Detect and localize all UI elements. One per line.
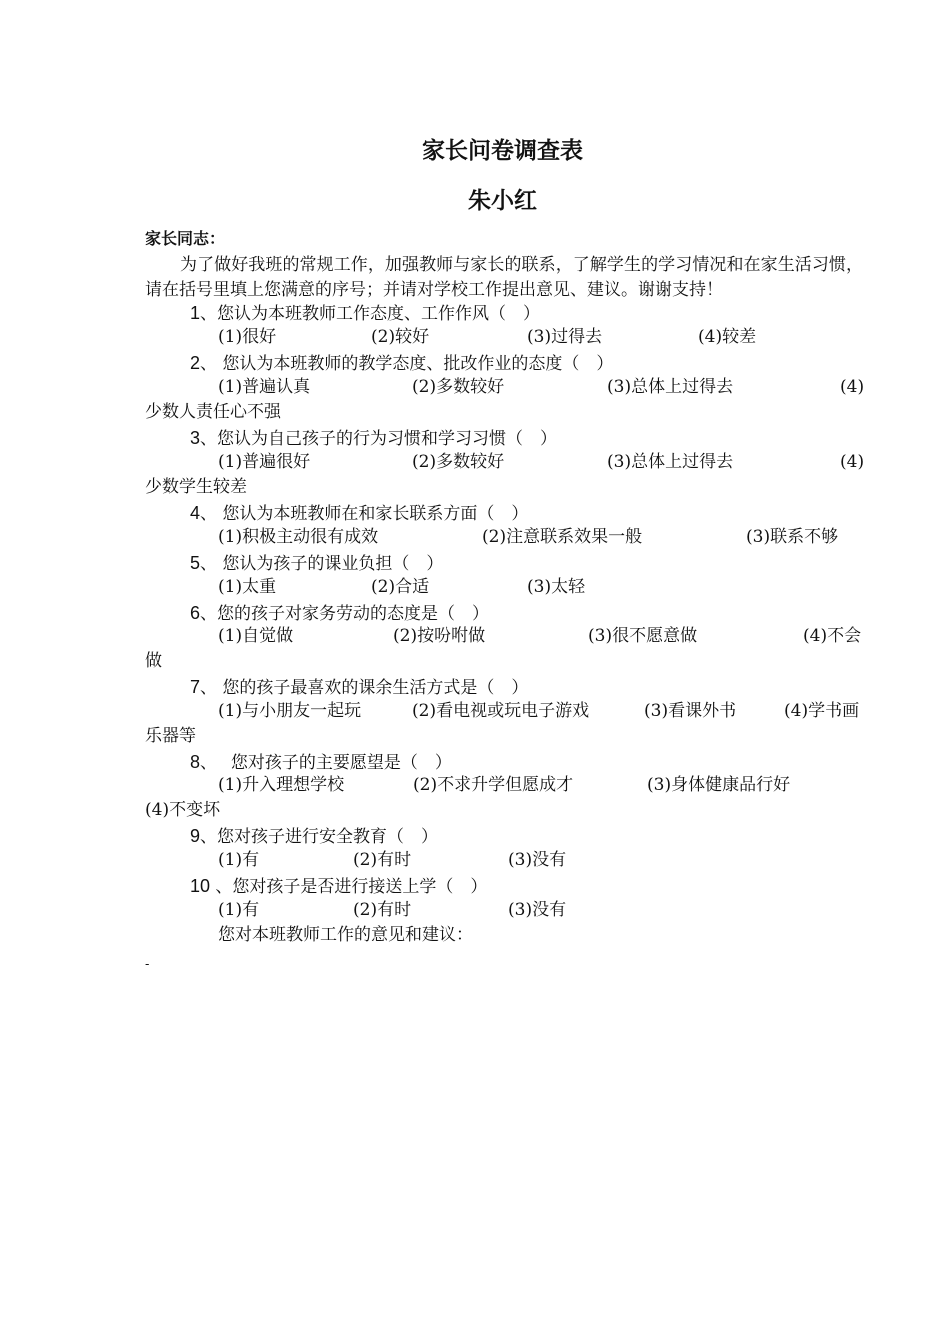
footer-mark: - (145, 957, 150, 972)
question-2 (190, 354, 613, 373)
question-6 (190, 604, 489, 623)
question-4 (190, 504, 528, 523)
option: (4) (840, 377, 865, 397)
question-text: 、您的孩子对家务劳动的态度是（ ） (200, 604, 490, 624)
option-continuation: (4)不变坏 (145, 800, 221, 820)
option: (4) (840, 452, 865, 472)
question-text: 、您认为本班教师工作态度、工作作风（ ） (200, 304, 541, 324)
option-continuation: 做 (145, 651, 162, 671)
option: (2)不求升学但愿成才 (413, 775, 574, 795)
option: (3)过得去 (527, 327, 603, 347)
option: (2)较好 (371, 327, 430, 347)
question-7 (190, 678, 528, 697)
question-text: 、 您认为本班教师在和家长联系方面（ ） (200, 504, 529, 524)
question-text: 、 您的孩子最喜欢的课余生活方式是（ ） (200, 678, 529, 698)
option-continuation: 乐器等 (145, 726, 196, 746)
option: (1)自觉做 (218, 626, 294, 646)
option: (1)有 (218, 900, 260, 920)
question-number: 1 (190, 303, 201, 323)
question-3 (190, 429, 557, 448)
question-text: 、您认为自己孩子的行为习惯和学习习惯（ ） (200, 429, 558, 449)
option: (2)有时 (353, 850, 412, 870)
closing-prompt: 您对本班教师工作的意见和建议： (218, 925, 473, 945)
option: (3)没有 (508, 900, 567, 920)
salutation: 家长同志： (145, 229, 226, 248)
option: (2)看电视或玩电子游戏 (412, 701, 590, 721)
option: (1)很好 (218, 327, 277, 347)
question-text: 、您对孩子进行安全教育（ ） (200, 827, 439, 847)
question-number: 3 (190, 428, 201, 448)
intro-paragraph: 为了做好我班的常规工作，加强教师与家长的联系，了解学生的学习情况和在家生活习惯，请在括号里填上您满意的序号；并请对学校工作提出意见、建议。谢谢支持！ (145, 255, 863, 300)
option: (3)身体健康品行好 (647, 775, 791, 795)
option: (1)太重 (218, 577, 277, 597)
option: (4)较差 (698, 327, 757, 347)
question-9 (190, 827, 438, 846)
question-number: 5 (190, 553, 201, 573)
option: (3)看课外书 (644, 701, 737, 721)
option: (3)没有 (508, 850, 567, 870)
question-number: 4 (190, 503, 201, 523)
option: (4)不会 (803, 626, 862, 646)
question-text: 、您对孩子是否进行接送上学（ ） (210, 877, 488, 897)
question-text: 、 您对孩子的主要愿望是（ ） (200, 753, 452, 773)
question-number: 9 (190, 826, 201, 846)
option: (1)有 (218, 850, 260, 870)
option: (3)联系不够 (746, 527, 839, 547)
option: (1)与小朋友一起玩 (218, 701, 362, 721)
option: (2)按吩咐做 (393, 626, 486, 646)
option: (2)多数较好 (412, 377, 505, 397)
option: (3)总体上过得去 (607, 452, 734, 472)
question-1 (190, 304, 540, 323)
question-text: 、 您认为本班教师的教学态度、批改作业的态度（ ） (200, 354, 614, 374)
question-10 (190, 877, 487, 896)
option: (1)普遍认真 (218, 377, 311, 397)
question-text: 、 您认为孩子的课业负担（ ） (200, 554, 444, 574)
question-number: 2 (190, 353, 201, 373)
option: (2)合适 (371, 577, 430, 597)
author-name: 朱小红 (468, 188, 537, 214)
option: (1)升入理想学校 (218, 775, 345, 795)
option: (2)有时 (353, 900, 412, 920)
option: (3)太轻 (527, 577, 586, 597)
document-title: 家长问卷调查表 (422, 138, 583, 164)
option: (2)多数较好 (412, 452, 505, 472)
option: (3)总体上过得去 (607, 377, 734, 397)
option: (3)很不愿意做 (588, 626, 698, 646)
question-number: 8 (190, 752, 201, 772)
option: (2)注意联系效果一般 (482, 527, 643, 547)
question-number: 7 (190, 677, 201, 697)
question-number: 6 (190, 603, 201, 623)
option-continuation: 少数学生较差 (145, 477, 247, 497)
option: (1)积极主动很有成效 (218, 527, 379, 547)
option: (4)学书画 (784, 701, 860, 721)
option: (1)普遍很好 (218, 452, 311, 472)
option-continuation: 少数人责任心不强 (145, 402, 281, 422)
question-5 (190, 554, 443, 573)
question-number: 10 (190, 876, 211, 896)
question-8 (190, 753, 452, 772)
